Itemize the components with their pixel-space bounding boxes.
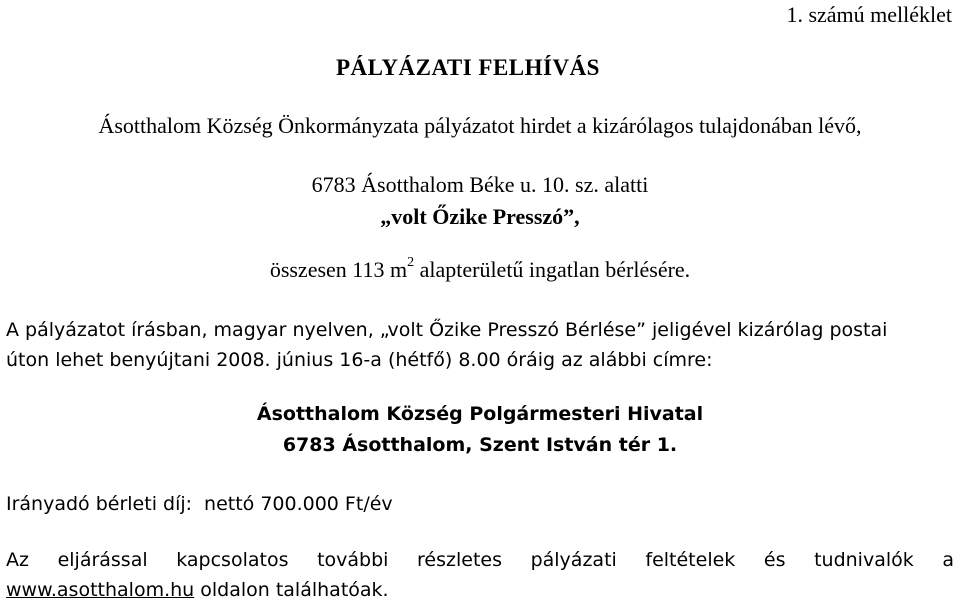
submission-line-1: A pályázatot írásban, magyar nyelven, „volt Őzike Presszó Bérlése” jeligével kizárólag postai xyxy=(6,319,888,341)
property-name: „volt Őzike Presszó”, xyxy=(380,204,580,229)
recipient-address: 6783 Ásotthalom, Szent István tér 1. xyxy=(282,434,678,456)
rent-value: nettó 700.000 Ft/év xyxy=(204,493,393,515)
property-address: 6783 Ásotthalom Béke u. 10. sz. alatti xyxy=(311,172,649,197)
intro-text: Ásotthalom Község Önkormányzata pályázatot hirdet a kizárólagos tulajdonában lévő, xyxy=(98,113,862,138)
website-link[interactable]: www.asotthalom.hu xyxy=(6,579,195,601)
area-exponent: 2 xyxy=(407,254,415,270)
footer-line-1: Az eljárással kapcsolatos további részletes pályázati feltételek és tudnivalók a xyxy=(6,549,954,571)
submission-paragraph xyxy=(6,315,954,375)
property-area xyxy=(0,254,960,283)
area-suffix: alapterületű ingatlan bérlésére. xyxy=(414,257,691,282)
annex-label: 1. számú melléklet xyxy=(786,2,952,27)
recipient-name: Ásotthalom Község Polgármesteri Hivatal xyxy=(256,403,704,425)
footer-line-2 xyxy=(6,579,389,601)
submission-line-2: úton lehet benyújtani 2008. június 16-a (hétfő) 8.00 óráig az alábbi címre: xyxy=(6,349,713,371)
area-prefix: összesen 113 m xyxy=(269,257,408,282)
rent-info xyxy=(6,493,393,515)
rent-label: Irányadó bérleti díj: xyxy=(6,493,193,515)
document-title: PÁLYÁZATI FELHÍVÁS xyxy=(336,55,600,80)
footer-line-2-text: oldalon találhatóak. xyxy=(194,579,389,601)
